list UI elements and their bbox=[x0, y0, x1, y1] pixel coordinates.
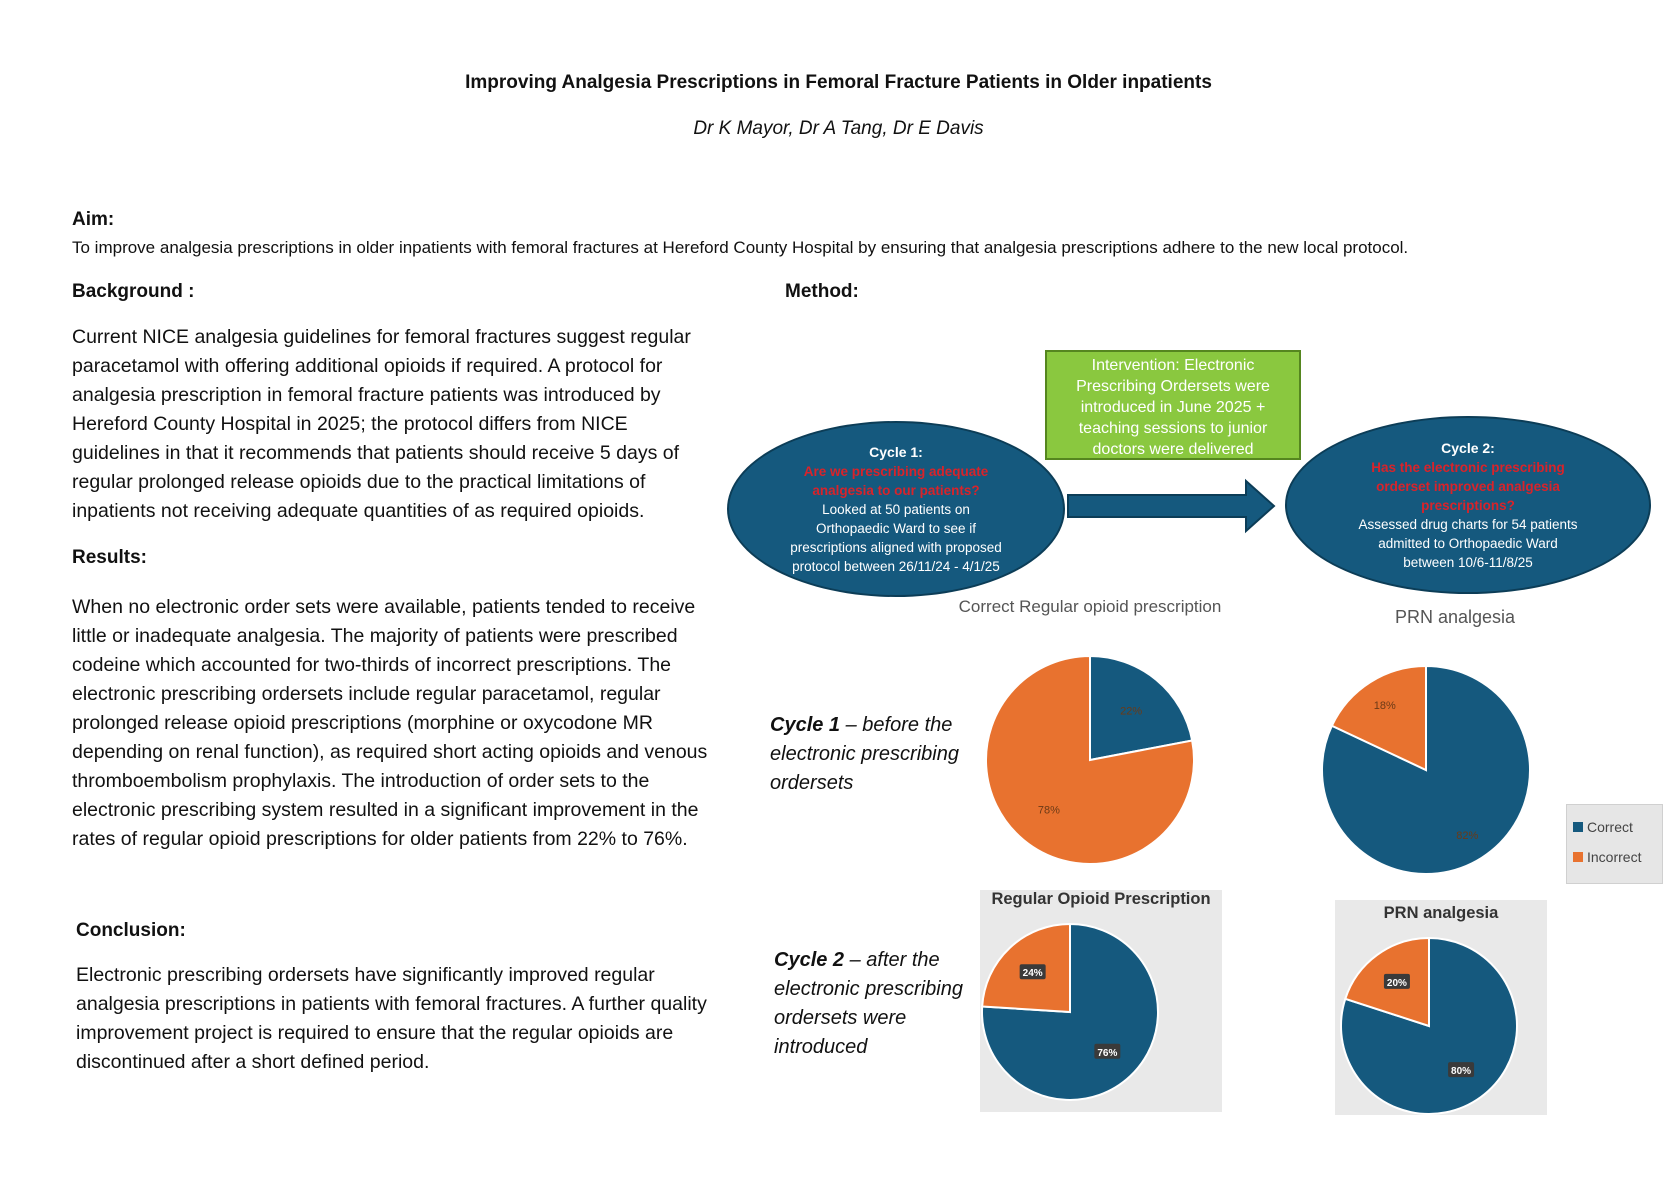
aim-heading: Aim: bbox=[72, 209, 115, 230]
cycle2-question: Has the electronic prescribing orderset improved analgesia prescriptions? bbox=[1371, 459, 1565, 513]
chart4-pie bbox=[1340, 936, 1520, 1116]
chart2-pie bbox=[1316, 660, 1536, 880]
legend-correct-label: Correct bbox=[1587, 819, 1633, 835]
background-text: Current NICE analgesia guidelines for femoral fractures suggest regular paracetamol with offering additional opioids if required. A protocol for analgesia prescription in femoral fracture patients was introduced by Hereford County Hospital in 2025; the protocol differs from NICE guidelines in that it recommends that patients should receive 5 days of regular prolonged release opioids due to the practical limitations of inpatients not receiving adequate quantities of as required opioids. bbox=[72, 326, 691, 522]
poster-authors: Dr K Mayor, Dr A Tang, Dr E Davis bbox=[693, 118, 984, 139]
chart1-pie bbox=[980, 650, 1200, 870]
pie-data-label: 20% bbox=[1386, 977, 1407, 989]
cycle1-label bbox=[770, 711, 960, 798]
chart3-title: Regular Opioid Prescription bbox=[991, 890, 1211, 908]
poster-title: Improving Analgesia Prescriptions in Femoral Fracture Patients in Older inpatients bbox=[465, 72, 1212, 93]
pie-data-label: 82% bbox=[1456, 829, 1479, 842]
legend-incorrect-swatch bbox=[1573, 852, 1583, 862]
flow-arrow bbox=[1065, 478, 1277, 534]
cycle1-oval bbox=[727, 421, 1065, 597]
results-heading: Results: bbox=[72, 547, 147, 568]
chart4-title: PRN analgesia bbox=[1383, 904, 1499, 922]
cycle1-question: Are we prescribing adequate analgesia to our patients? bbox=[803, 463, 989, 498]
chart1-title: Correct Regular opioid prescription bbox=[958, 597, 1222, 616]
cycle1-label-bold: Cycle 1 bbox=[770, 714, 841, 736]
cycle2-label-bold: Cycle 2 bbox=[774, 949, 845, 971]
pie-data-label: 80% bbox=[1451, 1066, 1472, 1078]
method-heading: Method: bbox=[785, 281, 859, 302]
cycle2-text: Assessed drug charts for 54 patients admitted to Orthopaedic Ward between 10/6-11/8/25 bbox=[1358, 516, 1578, 570]
pie-data-label: 22% bbox=[1120, 705, 1143, 718]
results-text: When no electronic order sets were available, patients tended to receive little or inadequate analgesia. The majority of patients were prescribed codeine which accounted for two-thirds of incorrect prescriptions. The electronic prescribing ordersets include regular paracetamol, regular prolonged release opioid prescriptions (morphine or oxycodone MR depending on renal function), as required short acting opioids and venous thromboembolism prophylaxis. The introduction of order sets to the electronic prescribing system resulted in a significant improvement in the rates of regular opioid prescriptions for older patients from 22% to 76%. bbox=[72, 596, 708, 850]
cycle1-title: Cycle 1: bbox=[869, 443, 923, 460]
pie-data-label: 78% bbox=[1037, 804, 1060, 817]
cycle2-oval bbox=[1285, 416, 1651, 594]
legend-correct bbox=[1573, 819, 1656, 835]
cycle1-text: Looked at 50 patients on Orthopaedic Ward to see if prescriptions aligned with proposed protocol between 26/11/24 - 4/1/25 bbox=[790, 501, 1002, 574]
aim-text: To improve analgesia prescriptions in older inpatients with femoral fractures at Hereford County Hospital by ensuring that analgesia prescriptions adhere to the new local protocol. bbox=[72, 238, 1409, 257]
chart3-pie bbox=[980, 922, 1160, 1102]
cycle2-label bbox=[774, 946, 964, 1062]
legend-correct-swatch bbox=[1573, 822, 1583, 832]
chart-legend bbox=[1566, 804, 1663, 884]
legend-incorrect-label: Incorrect bbox=[1587, 849, 1642, 865]
chart2-title: PRN analgesia bbox=[1394, 607, 1516, 627]
pie-data-label: 76% bbox=[1097, 1047, 1118, 1059]
background-heading: Background : bbox=[72, 281, 195, 302]
intervention-box: Intervention: Electronic Prescribing Ordersets were introduced in June 2025 + teaching sessions to junior doctors were delivered bbox=[1045, 350, 1301, 460]
pie-data-label: 24% bbox=[1022, 968, 1043, 980]
legend-incorrect bbox=[1573, 849, 1656, 865]
cycle2-title: Cycle 2: bbox=[1441, 439, 1495, 456]
cycle1-label-rest: – before the electronic prescribing ordersets bbox=[770, 714, 959, 794]
conclusion-text: Electronic prescribing ordersets have significantly improved regular analgesia prescriptions in patients with femoral fractures. A further quality improvement project is required to ensure that the regular opioids are discontinued after a short defined period. bbox=[76, 964, 707, 1073]
pie-data-label: 18% bbox=[1373, 700, 1396, 713]
cycle2-label-rest: – after the electronic prescribing ordersets were introduced bbox=[774, 949, 963, 1058]
conclusion-heading: Conclusion: bbox=[76, 920, 186, 941]
